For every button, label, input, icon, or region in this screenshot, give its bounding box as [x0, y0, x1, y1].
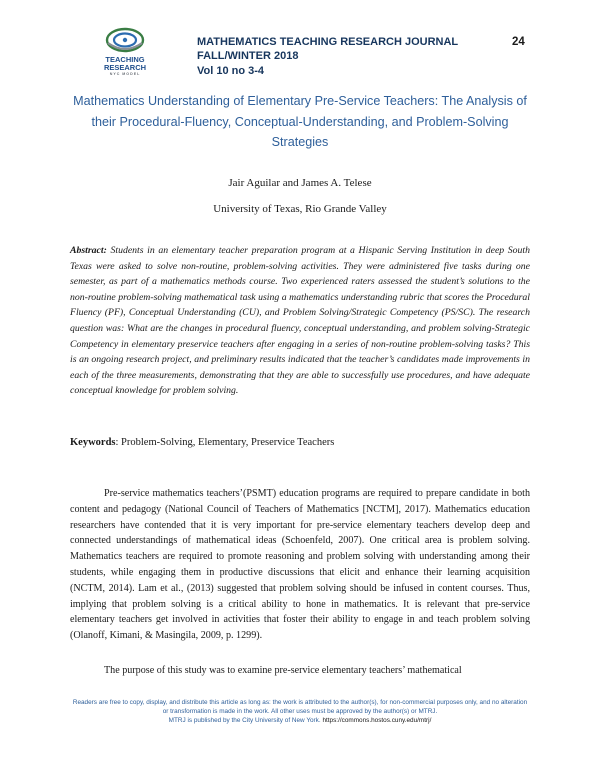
- body-paragraph-2: The purpose of this study was to examine pre-service elementary teachers’ mathematical: [104, 665, 462, 676]
- logo-line-teaching: TEACHING: [105, 55, 145, 64]
- journal-logo: [92, 26, 158, 78]
- license-footer: [70, 698, 530, 725]
- journal-name: MATHEMATICS TEACHING RESEARCH JOURNAL: [197, 36, 459, 48]
- issue-season: FALL/WINTER 2018: [197, 50, 299, 62]
- footer-url-link[interactable]: https://commons.hostos.cuny.edu/mtrj/: [322, 717, 432, 724]
- footer-publisher-text: MTRJ is published by the City University of New York.: [168, 717, 323, 724]
- logo-line-research: RESEARCH: [103, 63, 147, 72]
- body-paragraph-1: Pre-service mathematics teachers’(PSMT) education programs are required to prepare candidate in both content and pedagogy (National Council of Teachers of Mathematics [NCTM], 2017). Mathematics education researchers have contended that it is very important for pre-service elementary teachers develop deep and connected understandings of mathematical ideas (Schoenfeld, 2007). One critical area is problem solving. Mathematics teachers are required to promote reasoning and problem solving with understanding among their students, while engaging them in productive discussions that elicit and enhance their learning acquisition (NCTM, 2014). Lam et al., (2013) suggested that problem solving should be infused in content courses. Thus, implying that problem solving is a critical ability to hone in mathematics. It is relevant that pre-service elementary teachers get involved in activities that foster their ability to engage in and teach problem solving (Olanoff, Kimani, & Masingila, 2009, p. 1299).: [70, 488, 530, 642]
- abstract-text: Students in an elementary teacher preparation program at a Hispanic Serving Institution in deep South Texas were asked to solve non-routine, problem-solving activities. They were administered five tasks during one semester, as part of a mathematics methods course. Two experienced raters assessed the student’s solutions to the non-routine problem-solving mathematical task using a mathematics understanding rubric that scores the Procedural Fluency (PF), Conceptual Understanding (CU), and Problem Solving/Strategic Competency (PS/SC). The research question was: What are the changes in procedural fluency, conceptual understanding, and problem solving-Strategic Competency in elementary preservice teachers after engaging in a series of non-routine problem-solving tasks? This is an ongoing research project, and preliminary results indicated that the teacher’s candidates made improvements in each of the three measurements, demonstrating that they are able to successfully use procedures, and have adequate conceptual knowledge for problem solving.: [70, 245, 530, 397]
- volume-info: Vol 10 no 3-4: [197, 65, 265, 77]
- abstract: [70, 243, 530, 399]
- logo-line-model: NYC MODEL: [109, 72, 141, 76]
- authors: Jair Aguilar and James A. Telese: [228, 177, 372, 189]
- keywords-label: Keywords: [70, 437, 116, 448]
- keywords-text: : Problem-Solving, Elementary, Preservice Teachers: [115, 437, 335, 448]
- logo-graphic-icon: [92, 26, 158, 56]
- footer-license-text: Readers are free to copy, display, and distribute this article as long as: the work is attributed to the author(s), for non-commercial purposes only, and no alteration or transformation is made in the work. All other uses must be approved by the author(s) or MTRJ.: [72, 699, 528, 715]
- abstract-label: Abstract:: [70, 245, 107, 256]
- keywords: [70, 437, 530, 448]
- article-title: Mathematics Understanding of Elementary Pre-Service Teachers: The Analysis of their Procedural-Fluency, Conceptual-Understanding, and Problem-Solving Strategies: [73, 94, 527, 149]
- affiliation: University of Texas, Rio Grande Valley: [213, 203, 387, 215]
- page-number: 24: [512, 36, 525, 48]
